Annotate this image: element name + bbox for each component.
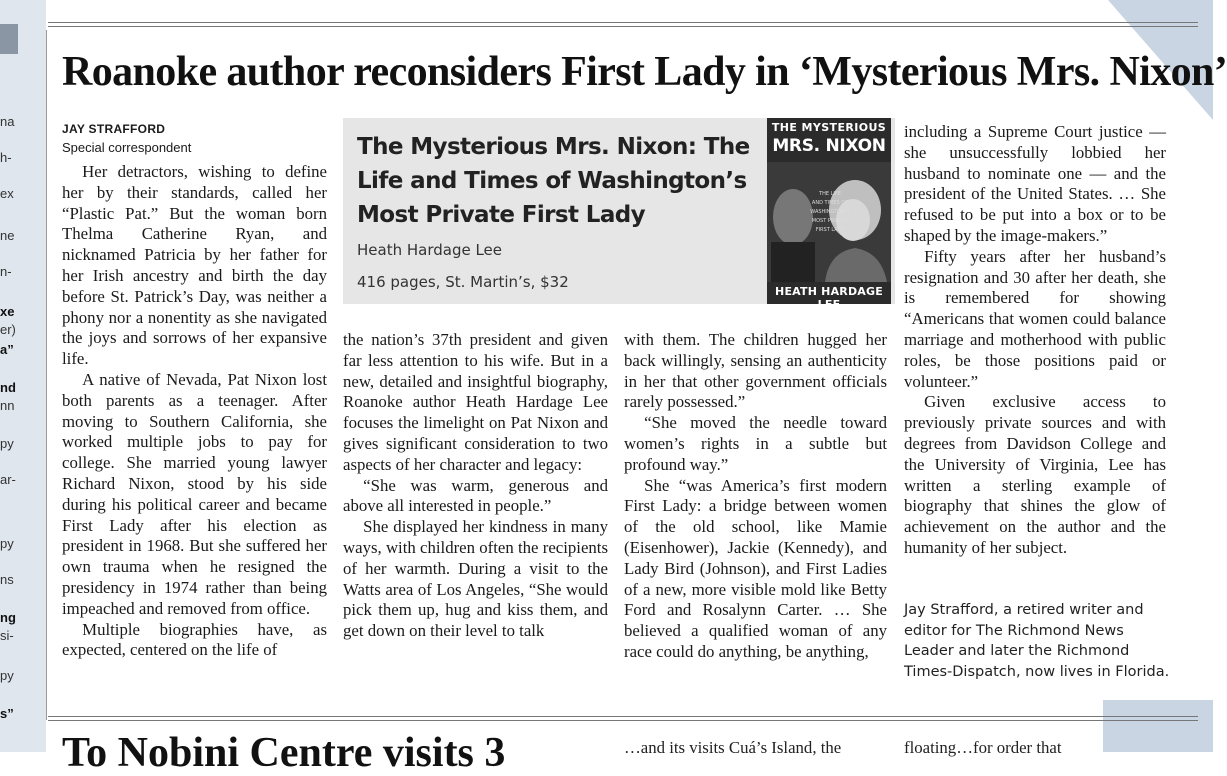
previous-column-text-fragment: nd [0,380,16,395]
previous-column-text-fragment: ar- [0,472,16,487]
book-author: Heath Hardage Lee [357,241,503,259]
paragraph: Multiple biographies have, as expected, centered on the life of [62,619,327,660]
cover-subtitle-line: AND TIMES OF [811,200,849,206]
cover-title: MRS. NIXON [772,136,886,156]
previous-column-fragments [0,0,46,752]
cover-top-line: THE MYSTERIOUS [771,121,887,134]
top-rule [48,22,1198,23]
paragraph: “She moved the needle toward women’s rights in a subtle but profound way.” [624,413,887,474]
cover-subtitle-line: FIRST LADY [815,227,845,233]
next-article-text: …and its visits Cuá’s Island, the [624,738,842,757]
top-rule-secondary [48,26,1198,27]
cover-author: HEATH HARDAGE LEE [775,285,883,311]
cover-subtitle [805,190,855,235]
previous-column-text-fragment: ex [0,186,14,201]
paragraph: She displayed her kindness in many ways, with children often the recipients of her warmth. During a visit to the Watts area of Los Angeles, “She would pick them up, hug and kiss them, and get down on their level to talk [343,517,608,641]
author-bio: Jay Strafford, a retired writer and editor for The Richmond News Leader and later the Richmond Times-Dispatch, now lives in Florida. [904,602,1170,680]
previous-column-text-fragment: nn [0,398,15,413]
previous-column-text-fragment: py [0,536,14,551]
paragraph: She “was America’s first modern First Lady: a bridge between women of the old school, like Mamie (Eisenhower), Jackie (Kennedy), and Lady Bird (Johnson), and First Ladies of a new, more visible mold like Betty Ford and Rosalynn Carter. … She believed a qualified woman of any race could do anything, be anything, [624,475,887,661]
byline-role: Special correspondent [62,140,192,155]
cover-subtitle-line: WASHINGTON’S [810,209,850,215]
article-column-4 [904,122,1166,559]
next-article-text: floating…for order that [904,738,1062,757]
paragraph: including a Supreme Court justice — she unsuccessfully lobbied her husband to nominate one — and the president of the United States. … She refused to be put into a box or to be shaped by the image-makers.” [904,122,1166,245]
byline-name: JAY STRAFFORD [62,122,166,136]
article-headline: Roanoke author reconsiders First Lady in ‘Mysterious Mrs. Nixon’ [62,49,1227,95]
article-column-3 [624,330,887,663]
previous-column-text-fragment: xe [0,304,15,319]
previous-column-text-fragment: si- [0,628,14,643]
book-details: 416 pages, St. Martin’s, $32 [357,273,569,291]
cover-subtitle-line: THE LIFE [819,191,841,197]
paragraph: the nation’s 37th president and given far less attention to his wife. But in a new, detailed and insightful biography, Roanoke author Heath Hardage Lee focuses the limelight on Pat Nixon and gives significant consideration to two aspects of her character and legacy: [343,330,608,474]
paragraph: “She was warm, generous and above all interested in people.” [343,475,608,516]
previous-column-text-fragment: h- [0,150,12,165]
paragraph: A native of Nevada, Pat Nixon lost both parents as a teenager. After moving to Southern California, she worked multiple jobs to pay for college. She married young lawyer Richard Nixon, stood by his side during his political career and became First Lady after his election as president in 1968. But she suffered her own trauma when he resigned the presidency in 1974 rather than being impeached and removed from office. [62,369,327,618]
next-article-headline: To Nobini Centre visits 3 [62,730,506,776]
background-corner-bottom-right [1103,700,1213,752]
paragraph: Her detractors, wishing to define her by their standards, called her “Plastic Pat.” But the woman born Thelma Catherine Ryan, and nicknamed Patricia by her father for her Irish ancestry and birth the day before St. Patrick’s Day, was neither a phony nor a nonentity as she navigated the joys and sorrows of her expansive life. [62,162,327,369]
paragraph: Fifty years after her husband’s resignation and 30 after her death, she is remembered for showing “Americans that women could balance marriage and motherhood with public roles, be those positions paid or volunteer.” [904,246,1166,391]
previous-column-text-fragment: ns [0,572,14,587]
previous-column-text-fragment: na [0,114,15,129]
paragraph: Given exclusive access to previously private sources and with degrees from Davidson College and the University of Virginia, Lee has written a sterling example of biography that shines the glow of achievement on the author and the humanity of her subject. [904,392,1166,557]
bottom-rule [48,716,1198,717]
previous-column-text-fragment: py [0,668,14,683]
article-column-1 [62,162,327,661]
previous-column-text-fragment: ne [0,228,15,243]
bottom-rule-secondary [48,720,1198,721]
cover-subtitle-line: MOST PRIVATE [811,218,849,224]
book-title: The Mysterious Mrs. Nixon: The Life and Times of Washington’s Most Private First Lady [357,134,750,228]
previous-column-text-fragment: py [0,436,14,451]
previous-column-text-fragment: s” [0,706,14,721]
previous-column-text-fragment: a” [0,342,14,357]
book-cover-image [767,118,891,311]
previous-column-text-fragment: ng [0,610,16,625]
article-column-2 [343,330,608,642]
previous-column-text-fragment: n- [0,264,12,279]
previous-column-text-fragment: er) [0,322,16,337]
paragraph: with them. The children hugged her back willingly, sensing an authenticity in her that other government officials rarely possessed.” [624,330,887,412]
previous-column-tab [0,24,18,54]
column-divider [46,30,47,720]
